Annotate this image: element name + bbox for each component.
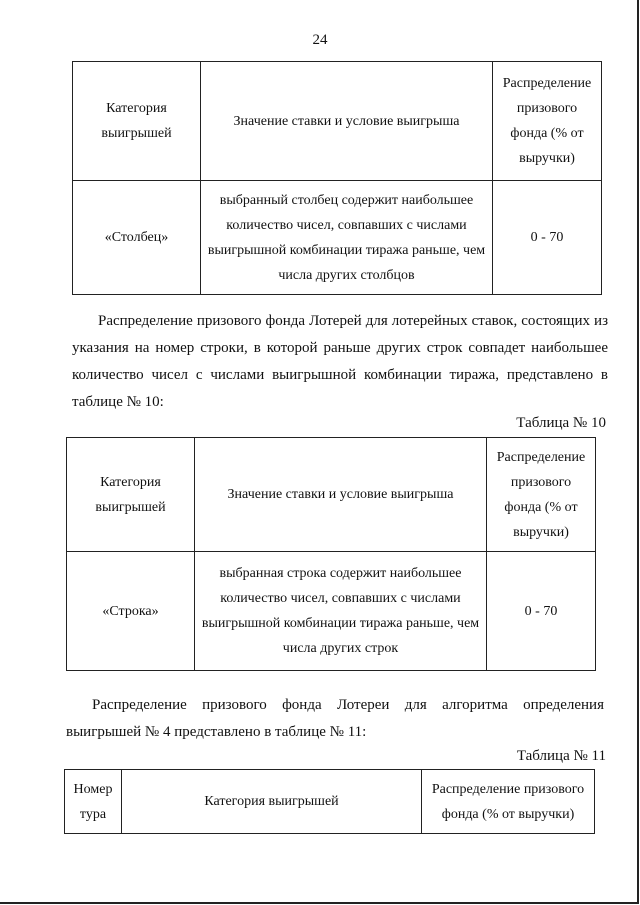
header-category: Категория выигрышей [73, 62, 201, 181]
row-condition: выбранная строка содержит наибольшее количество чисел, совпавших с числами выигрышной комбинации тиража раньше, чем числа других строк [195, 552, 487, 671]
header-category: Категория выигрышей [67, 438, 195, 552]
row-distribution: 0 - 70 [487, 552, 596, 671]
header-distribution: Распределение призового фонда (% от выручки) [493, 62, 602, 181]
paragraph-1: Распределение призового фонда Лотерей для лотерейных ставок, состоящих из указания на номер строки, в которой раньше других строк совпадет наибольшее количество чисел с числами выигрышной комбинации тиража, представлено в таблице № 10: [72, 313, 608, 410]
header-distribution: Распределение призового фонда (% от выручки) [487, 438, 596, 552]
header-condition: Значение ставки и условие выигрыша [201, 62, 493, 181]
header-distribution: Распределение призового фонда (% от выручки) [422, 770, 595, 834]
row-condition: выбранный столбец содержит наибольшее количество чисел, совпавших с числами выигрышной комбинации тиража раньше, чем числа других столбцов [201, 181, 493, 295]
table-header-row [65, 770, 595, 834]
table-header-row [73, 62, 602, 181]
row-category: «Столбец» [73, 181, 201, 295]
row-distribution: 0 - 70 [493, 181, 602, 295]
header-category: Категория выигрышей [122, 770, 422, 834]
prize-table-11 [64, 769, 595, 834]
prize-table-column [72, 61, 602, 295]
prize-table-10 [66, 437, 596, 671]
paragraph-2: Распределение призового фонда Лотереи для алгоритма определения выигрышей № 4 представлено в таблице № 11: [66, 697, 604, 740]
table-row [67, 552, 596, 671]
caption-table-10: Таблица № 10 [516, 415, 606, 431]
page-number: 24 [312, 32, 328, 48]
header-tour-number: Номер тура [65, 770, 122, 834]
row-category: «Строка» [67, 552, 195, 671]
table-row [73, 181, 602, 295]
caption-table-11: Таблица № 11 [516, 748, 606, 764]
header-condition: Значение ставки и условие выигрыша [195, 438, 487, 552]
table-header-row [67, 438, 596, 552]
